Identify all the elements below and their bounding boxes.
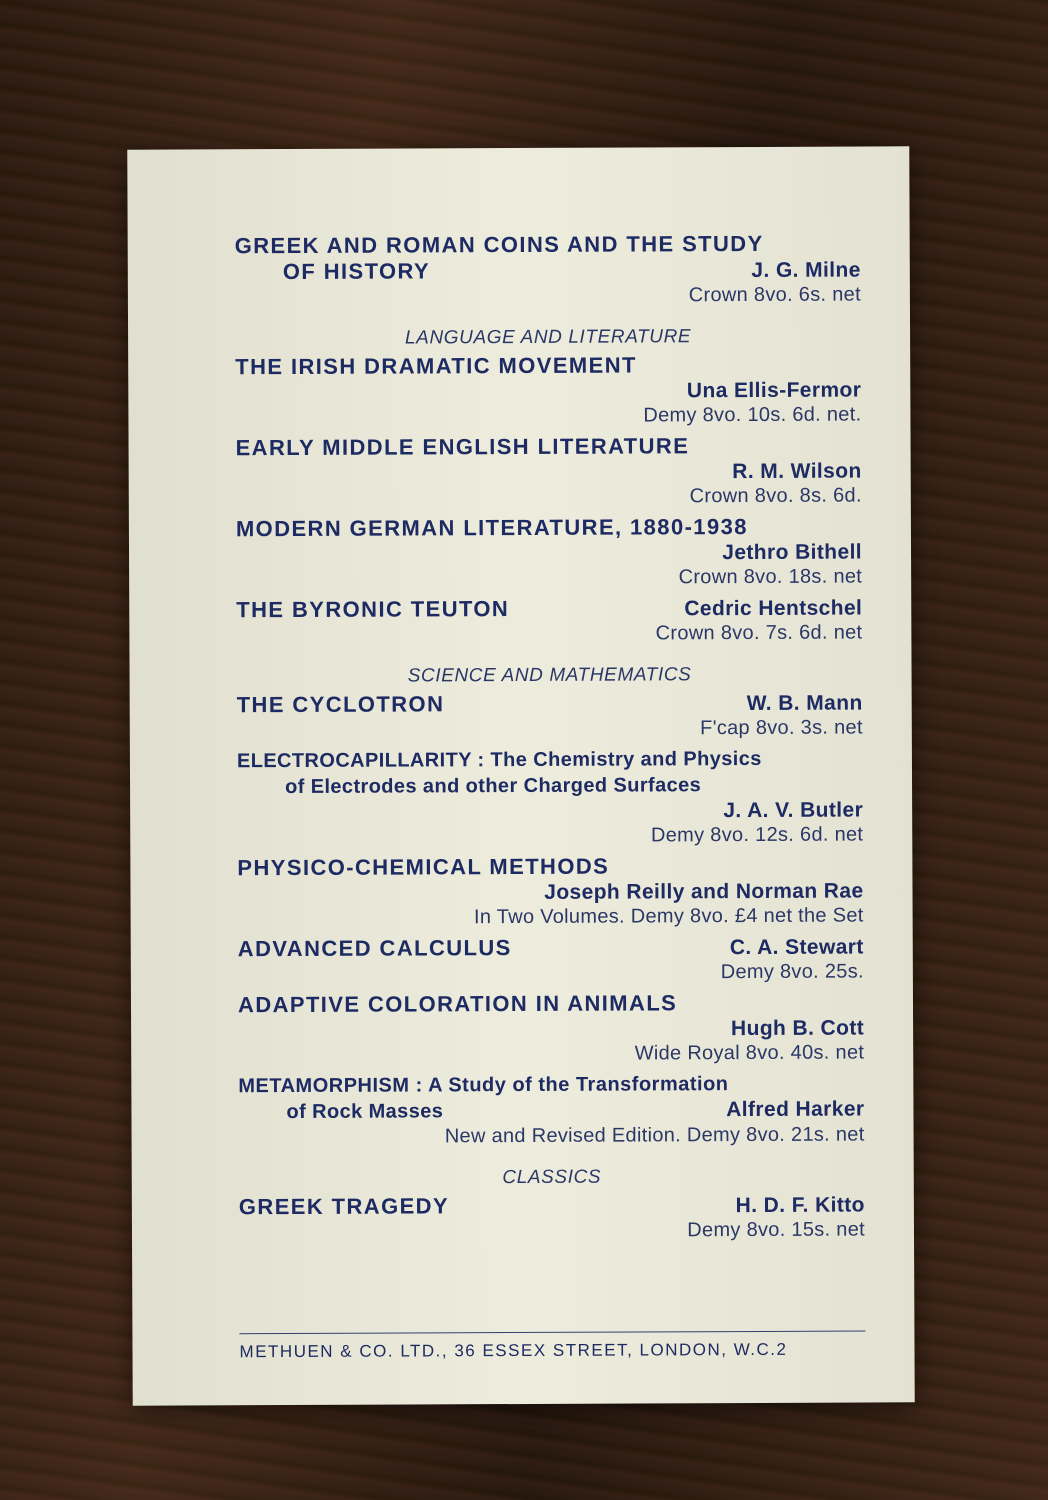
book-author: Cedric Hentschel [684,596,863,621]
book-entry [236,595,862,649]
book-price: Demy 8vo. 12s. 6d. net [650,823,864,847]
book-price: F'cap 8vo. 3s. net [700,716,863,740]
book-entry [237,746,863,851]
book-price: Crown 8vo. 7s. 6d. net [655,621,863,645]
book-entry [239,1192,865,1246]
book-title: ADAPTIVE COLORATION IN ANIMALS [237,990,678,1018]
book-title: GREEK AND ROMAN COINS AND THE STUDY [234,230,764,259]
book-price: Crown 8vo. 18s. net [678,565,863,589]
catalogue-listing [235,231,865,1251]
book-price: Crown 8vo. 8s. 6d. [689,484,862,508]
book-author: R. M. Wilson [732,459,862,484]
book-entry [238,1071,864,1151]
section-heading-language: LANGUAGE AND LITERATURE [404,326,692,349]
book-entry [237,690,863,744]
book-title: MODERN GERMAN LITERATURE, 1880-1938 [235,514,748,542]
book-author: Hugh B. Cott [730,1016,865,1041]
book-author: Joseph Reilly and Norman Rae [544,879,864,904]
book-title: THE BYRONIC TEUTON [236,596,510,623]
book-price: In Two Volumes. Demy 8vo. £4 net the Set [473,904,864,929]
catalogue-page [127,146,914,1405]
book-author: W. B. Mann [746,691,863,716]
book-author: Jethro Bithell [722,540,863,565]
book-author: Una Ellis-Fermor [686,378,862,403]
book-entry [235,352,861,431]
book-price: Wide Royal 8vo. 40s. net [634,1041,865,1065]
book-price: Demy 8vo. 10s. 6d. net. [643,403,862,427]
book-entry [238,934,864,988]
book-author: J. G. Milne [751,258,861,282]
book-entry-greek-roman-coins [235,231,861,311]
book-title-continued: of Rock Masses [286,1100,444,1124]
book-title-continued: OF HISTORY [282,258,431,285]
book-title: METAMORPHISM : A Study of the Transformation [238,1073,729,1098]
book-author: H. D. F. Kitto [735,1193,865,1218]
book-author: Alfred Harker [726,1097,865,1122]
book-entry [236,514,862,593]
section-heading-classics: CLASSICS [502,1166,602,1189]
book-entry [237,853,863,932]
book-title: THE CYCLOTRON [236,691,445,718]
book-entry [236,433,862,512]
book-price: New and Revised Edition. Demy 8vo. 21s. net [444,1123,865,1148]
section-heading-science: SCIENCE AND MATHEMATICS [407,664,692,687]
book-title: EARLY MIDDLE ENGLISH LITERATURE [235,433,690,461]
book-price: Demy 8vo. 25s. [720,960,864,984]
book-entry [238,990,864,1069]
book-title: PHYSICO-CHEMICAL METHODS [237,853,610,881]
book-author: J. A. V. Butler [723,798,864,823]
book-price: Demy 8vo. 15s. net [687,1218,866,1242]
book-title-continued: of Electrodes and other Charged Surfaces [284,774,702,799]
book-title: GREEK TRAGEDY [238,1193,450,1220]
publisher-address: METHUEN & CO. LTD., 36 ESSEX STREET, LONDON, W.C.2 [239,1331,865,1363]
book-title: THE IRISH DRAMATIC MOVEMENT [235,352,637,380]
book-author: C. A. Stewart [729,935,864,960]
book-price: Crown 8vo. 6s. net [688,283,861,307]
book-title: ELECTROCAPILLARITY : The Chemistry and Physics [236,747,762,773]
book-title: ADVANCED CALCULUS [237,935,512,962]
